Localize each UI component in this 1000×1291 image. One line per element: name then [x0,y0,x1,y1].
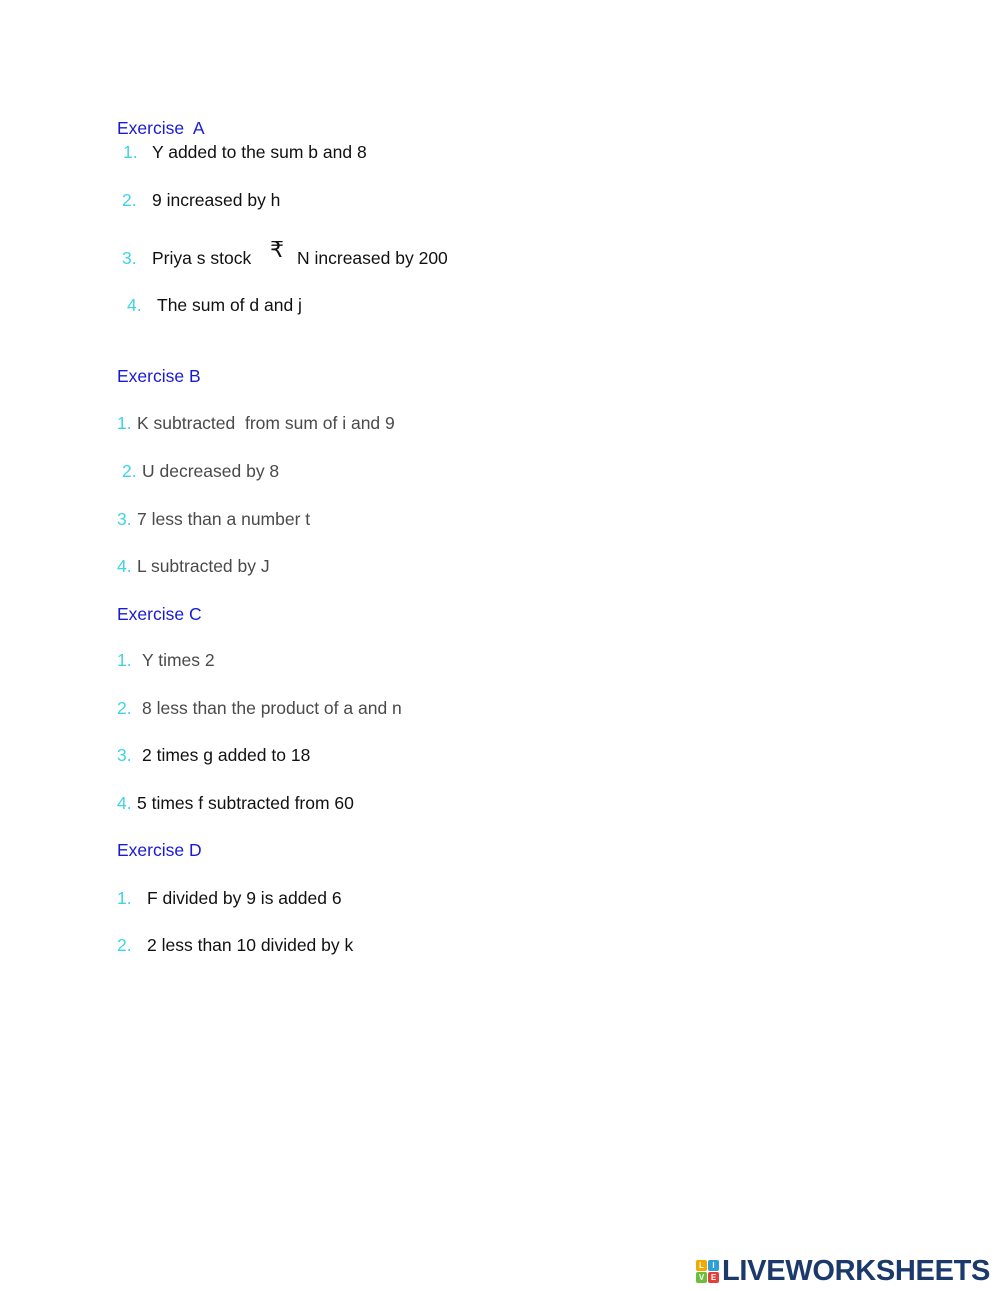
exercise-d-item-2-number: 2. [117,935,132,955]
exercise-b-item-3-text: 7 less than a number t [137,509,311,529]
liveworksheets-wordmark: LIVEWORKSHEETS [722,1254,991,1287]
exercise-b-item-4-number: 4. [117,556,132,576]
exercise-a-item-4-text: The sum of d and j [157,295,302,315]
exercise-a-item-3-number: 3. [122,248,137,268]
exercise-a-item-1-number: 1. [123,142,138,162]
exercise-c-item-3-text: 2 times g added to 18 [142,745,311,765]
exercise-a-item-2-number: 2. [122,190,137,210]
exercise-b-item-2-number: 2. [122,461,137,481]
exercise-b-heading: Exercise B [117,366,201,386]
exercise-c-item-4-number: 4. [117,793,132,813]
exercise-a-item-2-text: 9 increased by h [152,190,281,210]
exercise-c-item-1-number: 1. [117,650,132,670]
logo-letter-e: E [708,1272,719,1283]
liveworksheets-brand [696,1256,990,1286]
logo-letter-i: I [708,1260,719,1271]
exercise-c-item-1-text: Y times 2 [142,650,215,670]
exercise-b-item-1-text: K subtracted from sum of i and 9 [137,413,395,433]
exercise-a-heading: Exercise A [117,118,205,138]
exercise-a-item-3-text-after: N increased by 200 [297,248,448,268]
exercise-a-item-4-number: 4. [127,295,142,315]
rupee-symbol: ₹ [270,238,284,263]
exercise-d-heading: Exercise D [117,840,202,860]
exercise-a-item-1-text: Y added to the sum b and 8 [152,142,367,162]
exercise-b-item-1-number: 1. [117,413,132,433]
exercise-c-item-2-text: 8 less than the product of a and n [142,698,402,718]
exercise-b-item-2-text: U decreased by 8 [142,461,280,481]
exercise-c-item-3-number: 3. [117,745,132,765]
exercise-d-item-1-number: 1. [117,888,132,908]
exercise-c-item-2-number: 2. [117,698,132,718]
logo-letter-l: L [696,1260,707,1271]
exercise-c-item-4-text: 5 times f subtracted from 60 [137,793,354,813]
exercise-b-item-3-number: 3. [117,509,132,529]
exercise-b-item-4-text: L subtracted by J [137,556,270,576]
exercise-a-item-3-text-before: Priya s stock [152,248,252,268]
exercise-d-item-2-text: 2 less than 10 divided by k [147,935,354,955]
exercise-c-heading: Exercise C [117,604,202,624]
exercise-d-item-1-text: F divided by 9 is added 6 [147,888,342,908]
liveworksheets-logo-icon [696,1260,719,1283]
logo-letter-v: V [696,1272,707,1283]
